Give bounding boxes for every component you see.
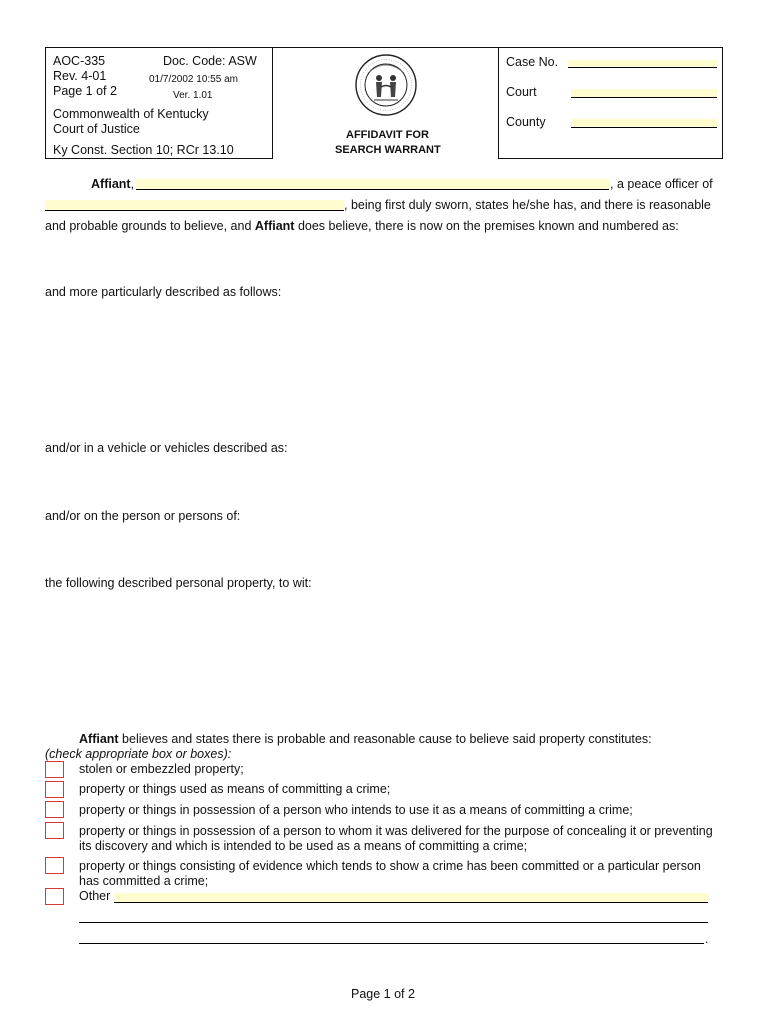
county-label: County [506,115,546,129]
other-fill [114,893,708,902]
checkbox-other[interactable] [45,888,64,905]
title-line2: SEARCH WARRANT [335,144,441,156]
affiant-label: Affiant, [91,177,135,191]
page-of: Page 1 of 2 [53,84,117,98]
agency-field[interactable] [45,210,344,211]
header-border-right [722,48,723,158]
other-field-line2[interactable] [79,922,708,923]
option-evidence-line1: property or things consisting of evidence which tends to show a crime has been committed or a particular person [79,859,701,873]
version: Ver. 1.01 [173,90,213,101]
option-other: Other [79,889,111,903]
vehicle-text: and/or in a vehicle or vehicles described as: [45,441,288,455]
other-field[interactable] [114,902,708,903]
commonwealth: Commonwealth of Kentucky [53,107,209,121]
option-concealing-line1: property or things in possession of a person to whom it was delivered for the purpose of concealing it or preventing [79,824,713,838]
other-period: . [705,932,709,946]
constitution-reference: Ky Const. Section 10; RCr 13.10 [53,143,234,157]
checkbox-evidence[interactable] [45,857,64,874]
peace-officer-text: , a peace officer of [610,177,713,191]
checkbox-intends[interactable] [45,801,64,818]
option-stolen: stolen or embezzled property; [79,762,244,776]
affiant-name-field[interactable] [136,189,609,190]
agency-fill [45,200,344,210]
header-divider-2 [498,48,499,158]
sworn-text: , being first duly sworn, states he/she has, and there is reasonable [344,198,711,212]
county-fill [571,119,717,127]
person-text: and/or on the person or persons of: [45,509,241,523]
check-instruction: (check appropriate box or boxes): [45,747,232,761]
grounds-text: and probable grounds to believe, and Affiant does believe, there is now on the premises known and numbered as: [45,219,679,233]
county-field[interactable] [571,127,717,128]
checkbox-concealing[interactable] [45,822,64,839]
header-border-left [45,48,46,158]
case-no-label: Case No. [506,55,559,69]
option-evidence-line2: has committed a crime; [79,874,209,888]
revision: Rev. 4-01 [53,69,107,83]
title-line1: AFFIDAVIT FOR [346,129,429,141]
form-number: AOC-335 [53,54,106,68]
believes-text: Affiant believes and states there is probable and reasonable cause to believe said property constitutes: [79,732,652,746]
option-concealing-line2: its discovery and which is intended to be used as a means of committing a crime; [79,839,528,853]
header-bottom-right [498,158,723,159]
court-of-justice: Court of Justice [53,122,140,136]
option-intends: property or things in possession of a person who intends to use it as a means of committing a crime; [79,803,633,817]
property-text: the following described personal property, to wit: [45,576,312,590]
court-fill [571,89,717,97]
header-divider-1 [272,48,273,158]
header-bottom-left [45,158,273,159]
case-no-field[interactable] [568,67,717,68]
doc-code: Doc. Code: ASW [163,54,257,68]
option-means: property or things used as means of committing a crime; [79,782,391,796]
particularly-text: and more particularly described as follows: [45,285,282,299]
kentucky-seal-icon [354,53,418,117]
date-time: 01/7/2002 10:55 am [149,74,238,85]
other-field-line3[interactable] [79,943,704,944]
checkbox-stolen[interactable] [45,761,64,778]
court-field[interactable] [571,97,717,98]
affiant-name-fill [136,179,609,189]
page-number: Page 1 of 2 [351,987,415,1001]
court-label: Court [506,85,537,99]
checkbox-means[interactable] [45,781,64,798]
